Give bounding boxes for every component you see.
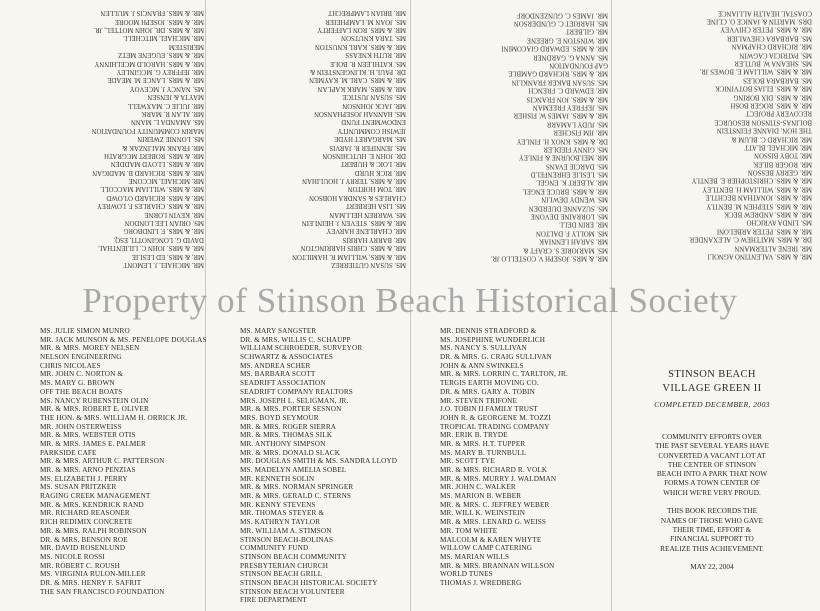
donor-name: MS. ORIAN LEE LONDON xyxy=(124,219,204,227)
donor-name: MR. BRIAN LAMPRECHT xyxy=(328,9,406,17)
donor-name: MR. JEFFREY G. MCGINLEY xyxy=(116,68,204,76)
donor-name: MR. FRANK MALINZAK & xyxy=(122,143,204,151)
donor-name: STINSON BEACH GRILL xyxy=(240,570,323,579)
donor-name: MS. KATHLEEN R. BOLE xyxy=(329,59,406,67)
donor-name: MS. LORRAINE DEVONE xyxy=(530,212,608,220)
donor-name: MS. MARGARET HYDE xyxy=(334,135,406,143)
donor-name: JEWISH COMMUNITY xyxy=(337,126,406,134)
donor-name: MS. SUSAN JUSTICE xyxy=(342,93,406,101)
donor-name: MR. & MRS. CARL M. KAYMEN xyxy=(309,76,406,84)
donor-name: MR. SARAH LENNIAK xyxy=(539,237,608,245)
donor-name: MR. & MRS. ROGER SIERRA xyxy=(240,422,337,431)
donor-name: MR. & MRS. RICHARD R. VOLK xyxy=(440,466,548,474)
donor-name: MR. & MRS. DR. JOHN MOTTEL, JR. xyxy=(93,26,204,34)
donor-name: MR. WINSTON E. GREENE xyxy=(526,36,608,44)
donor-name: MR. & MRS. LLOYD MADDEN xyxy=(110,160,204,168)
donor-name: BOLINAS-STINSON RESOURCE xyxy=(714,118,812,126)
donor-name: MS. JUDY LAMARR xyxy=(546,120,608,128)
donor-name: DR. PAUL H. KLINGENSTEIN & xyxy=(309,68,406,76)
donor-name: MR. JAMES C. GUNZENDORF xyxy=(516,11,608,19)
donor-name: MR. & MRS. MOREY NELSEN xyxy=(40,344,140,353)
donor-name: MR. & MRS. WEBSTER OTIS xyxy=(40,431,136,440)
donor-name: J.O. TOBIN II FAMILY TRUST xyxy=(440,405,538,414)
donor-name: MR. & MRS. H.T. TUPPER xyxy=(440,439,526,448)
dedication-line: NAMES OF THOSE WHO GAVE xyxy=(660,515,764,525)
donor-name: MR. ROBERT C. ROUSH xyxy=(40,561,120,570)
donor-name: MR. & MRS. ELIAS BOTVINICK xyxy=(714,84,812,92)
donor-name: MS. LISA HERBERT xyxy=(345,202,406,210)
donor-name: MS. LINDA AVRICHO xyxy=(746,219,812,227)
donor-name: MR. KENNETH SOLIN xyxy=(240,474,315,483)
donor-name: PARKSIDE CAFE xyxy=(40,448,97,457)
donor-name: MR. STEVEN TRIFONE xyxy=(440,396,518,405)
donor-name: MR. & MRS. STEPHEN M. BENTLY xyxy=(706,202,812,210)
donor-name: MR. TOM WHITE xyxy=(440,526,498,535)
completion-date: COMPLETED DECEMBER, 2003 xyxy=(654,400,770,409)
donor-name: MRS. JOSEPH L. SELIGMAN, JR. xyxy=(240,396,349,405)
donor-name: MR. MICHAEL MITCHELL xyxy=(123,34,204,42)
donor-name: MS. MARION B. WEBER xyxy=(440,492,522,501)
donor-name: MR. ERIK B. TRYDE xyxy=(440,431,508,440)
donor-name: WILLOW CAMP CATERING xyxy=(440,544,533,553)
title-line: STINSON BEACH xyxy=(668,369,756,380)
donor-name: RAGING CREEK MANAGEMENT xyxy=(40,492,151,501)
donor-name: MS. BARBARA CHEVALIER xyxy=(726,34,812,42)
donor-name: MS. JULIE SIMON MUNRO xyxy=(40,327,130,335)
donor-name: MR. DOUGLAS SMITH & MS. SANDRA LLOYD xyxy=(240,457,398,466)
donor-name: MR. & MRS. DONALD SLACK xyxy=(240,448,341,457)
donor-name: MR. & MRS. TERRY J. HOULIHAN xyxy=(302,177,406,185)
title-line: VILLAGE GREEN II xyxy=(662,383,762,394)
donor-name: MR. RICHARD CHAPMAN xyxy=(731,42,812,50)
donor-name: MS. MARY B. TURNBULL xyxy=(440,448,527,457)
donor-name: MR. GERRY BESSON xyxy=(747,168,812,176)
donor-name: MR. & MRS. PETER CHIVVEY xyxy=(720,26,812,34)
donor-name: STINSON BEACH VOLUNTEER xyxy=(240,587,345,596)
donor-name: MS. LONNIE ZWERIN xyxy=(137,135,204,143)
donor-name: MS. JOSEPHINE WUNDERLICH xyxy=(440,335,546,344)
donor-name: MR. & MRS. LENARD G. WEISS xyxy=(440,518,547,527)
donor-name: DR. & MRS. BENSON ROE xyxy=(40,535,128,544)
donor-name: MS. HANNAH JOSEPHANSON xyxy=(314,110,406,118)
donor-name: MR. GILBERT xyxy=(565,28,608,36)
donor-name: MS. SUSAN PRITZKER xyxy=(40,483,117,492)
donor-name: MS. AMANDA L. MANN xyxy=(130,118,204,126)
donor-name: DR. & MRS. G. CRAIG SULLIVAN xyxy=(440,353,552,362)
donor-name: MR. JOHN OSTERWEISS xyxy=(40,422,122,431)
donor-name: MR. & MRS. ANDREW BECK xyxy=(724,210,812,218)
donor-name: MR. & MRS. CHRISTOPHER E. BENTLY xyxy=(691,177,812,185)
donor-name: FIRE DEPARTMENT xyxy=(240,596,307,605)
upper-name-column xyxy=(626,8,812,260)
donor-name: STINSON BEACH-BOLINAS xyxy=(240,535,334,544)
donor-name: MR. & MRS. F. LINDBORG xyxy=(123,227,204,235)
donor-name: MR. TOBY BISSON xyxy=(754,152,812,160)
donor-name: MR. ALAN R. MARK xyxy=(141,110,204,118)
donor-name: THE HON. DIANNE FEINSTEIN xyxy=(716,126,812,134)
donor-name: THOMAS J. WREDBERG xyxy=(440,578,522,587)
donor-name: COMMUNITY FUND xyxy=(240,544,309,553)
donor-name: MR. IRENE ALTERMANN xyxy=(734,244,812,252)
donor-name: MR. ANTHONY SIMPSON xyxy=(240,439,326,448)
donor-name: MERISTEM xyxy=(168,42,204,50)
donor-name: MR. & MRS. BRUCE ENGEL xyxy=(522,187,608,195)
donor-name: MR. & MRS. PETER ARBELONI xyxy=(716,227,812,235)
donor-name: MR. & MRS. RICHARD B. MADIGAN xyxy=(92,168,204,176)
donor-name: MS. ANNA G. GARDNER xyxy=(533,53,608,61)
donor-name: MR. & MRS. MARK KAPLAN xyxy=(317,84,406,92)
donor-name: MALCOLM & KAREN WHYTE xyxy=(440,535,542,544)
donor-name: MS. MARJORIE S. CRAFT & xyxy=(523,246,608,254)
donor-name: MR. & MRS. JAMES E. PALMER xyxy=(40,439,146,448)
donor-name: MR. MELBOURNE & FINLEY xyxy=(518,154,608,162)
donor-name: MR. & MRS. CHRIS HARRINGTON xyxy=(300,244,406,252)
donor-name: MR. MICHAEL BLATT xyxy=(744,143,812,151)
lower-name-column xyxy=(240,327,397,605)
donor-name: MS. MADELYN AMELIA SOBEL xyxy=(240,466,347,474)
donor-name: MS. NANCY RUBENSTEIN OLIN xyxy=(40,396,149,405)
donor-name: CHRIS NICOLAES xyxy=(40,361,101,370)
donor-name: MS. NICOLE ROSSI xyxy=(40,552,105,561)
donor-name: MR. RICHARD C. BLUM & xyxy=(731,135,812,143)
donor-name: MR. & MRS. C. JEFFREY WEBER xyxy=(440,500,550,509)
dedication-line: REALIZE THIS ACHIEVEMENT. xyxy=(660,543,764,553)
donor-name: MR. & MRS. ARNO PENZIAS xyxy=(40,466,136,474)
donor-name: MR. JIM FISCHER xyxy=(553,128,608,136)
donor-name: MS. MARY G. BROWN xyxy=(40,379,115,388)
donor-name: DR. & MRS. HENRY F. SAFRIT xyxy=(40,578,142,587)
donor-name: MS. VIRGINIA RULON-MILLER xyxy=(40,570,146,579)
donor-name: MR. & MRS. WILLIAM R. HAMILTON xyxy=(292,252,406,260)
donor-name: MR. & MRS. THOMAS SILK xyxy=(240,431,333,440)
booklet-title xyxy=(612,368,812,396)
donor-name: DR. & MRS. GARY A. TOBIN xyxy=(440,387,535,396)
donor-name: MR. & MRS. HAROLD MCELHINNY xyxy=(94,59,204,67)
donor-name: MS. JEFFREY FREEMAN xyxy=(532,103,608,111)
donor-name: MR. & MRS. FRANCIS J. MULLEN xyxy=(100,9,204,17)
donor-name: MR. & MRS. CHARLES F. LOWREY xyxy=(96,202,204,210)
donor-name: MR. JULIE C. MAXWELL xyxy=(127,101,204,109)
donor-name: MR. KENNY STEVENS xyxy=(240,500,316,509)
dedication-line: WHICH WE'RE VERY PROUD. xyxy=(663,487,761,497)
dedication-line: THEIR TIME, EFFORT & xyxy=(672,524,752,534)
donor-name: MR. & MRS. STEVEN J. HEINLEIN xyxy=(301,219,406,227)
dedication-line: BEACH INTO A PARK THAT NOW xyxy=(656,469,768,479)
donor-name: MS. WENDY DEWLIN xyxy=(541,195,608,203)
donor-name: DRS. MARTIN & JANICE O. CLINE xyxy=(706,17,812,25)
donor-name: MR. & MRS. LORRIN C. TARLTON, JR. xyxy=(440,370,568,379)
donor-name: SEADRIFT COMPANY REALTORS xyxy=(240,387,353,396)
donor-name: MR. & MRS. ROBERT MCGRATH xyxy=(104,152,204,160)
donor-name: MR. SCOTT TYE xyxy=(440,457,495,466)
dedication-line xyxy=(612,497,812,506)
donor-name: THE HON. & MRS. WILLIAM H. ORRICK JR. xyxy=(40,413,188,422)
dedication-line: FORMS A TOWN CENTER OF xyxy=(664,478,760,488)
donor-name: MR. & MRS. RON LAFFERTY xyxy=(317,26,406,34)
donor-name: MR. JACK MUNSON & MS. PENELOPE DOUGLAS xyxy=(40,335,207,344)
donor-name: MR. ERIN DELL xyxy=(559,221,608,229)
donor-name: MS. SUSAN GUTIERREZ xyxy=(331,261,406,269)
donor-name: MS. GINNY FIEDLER xyxy=(543,145,608,153)
donor-name: MR. RUTH KNEASS xyxy=(345,51,406,59)
donor-name: OFF THE BEACH BOATS xyxy=(40,387,123,396)
donor-name: MR. & MRS. VALENTINO AGNOLI xyxy=(707,252,812,260)
donor-name: MR. & MRS. WILLIAM H. BENTLEY xyxy=(702,185,812,193)
dedication-line: MAY 22, 2004 xyxy=(690,562,734,572)
dedication-line: THIS BOOK RECORDS THE xyxy=(666,506,758,516)
donor-name: MS. TARA KNUTSON xyxy=(341,34,406,42)
donor-name: MR. & MRS. GERALD C. STERNS xyxy=(240,492,352,501)
donor-name: MR. & MRS. EDWARD GIACOMINI xyxy=(501,44,608,52)
lower-name-column xyxy=(40,327,207,596)
donor-name: MR. MICHAEL J. LEMONT xyxy=(123,261,204,269)
donor-name: WORLD TUNES xyxy=(440,570,493,579)
donor-name: MR. DAVID ROSENLUND xyxy=(40,544,126,553)
upper-name-column xyxy=(418,10,608,262)
dedication-line: FINANCIAL SUPPORT TO xyxy=(670,534,754,544)
donor-name: MR. THOMAS STEYER & xyxy=(240,509,325,518)
donor-name: MR. EDWARD C. FRENCH xyxy=(528,86,608,94)
donor-name: MR. & MRS. JAMES W. FISHER xyxy=(513,112,608,120)
donor-name: MRS. BOYD SEYMOUR xyxy=(240,413,319,422)
donor-name: MR. WILL K. WEINSTEIN xyxy=(440,509,526,518)
donor-name: GAP FOUNDATION xyxy=(549,61,608,69)
donor-name: MR. & MRS. PORTER SESNON xyxy=(240,405,342,414)
donor-name: MS. MOLLY F. DALTON xyxy=(536,229,608,237)
donor-name: MR. & MRS. JOSEPH V. COSTELLO JR. xyxy=(490,254,608,262)
donor-name: MR. & MRS. WILLIAM E. BOWES JR. xyxy=(699,68,812,76)
donor-name: STINSON BEACH HISTORICAL SOCIETY xyxy=(240,578,378,587)
donor-name: SEADRIFT ASSOCIATION xyxy=(240,379,326,388)
donor-name: MS. NANCY J. MCEVOY xyxy=(129,84,204,92)
donor-name: MR. & MRS. JOSEPH MOORE xyxy=(114,17,204,25)
donor-name: DR. & MRS. WILLIS C. SCHAUPP xyxy=(240,335,351,344)
donor-name: MR. & MRS. WILLIAM MACCOLL xyxy=(100,185,204,193)
donor-name: MR. & MRS. KARL KNUSTON xyxy=(314,42,406,50)
donor-name: MS. JENNIFER R. JARVIS xyxy=(329,143,406,151)
donor-name: MR. & MRS. MURRY J. WALDMAN xyxy=(440,474,557,483)
donor-name: MR. & MRS. EUGENE METZ xyxy=(117,51,204,59)
donor-name: DR. JOHN E. HUTCHINSON xyxy=(322,152,406,160)
upper-name-column xyxy=(36,8,204,268)
donor-name: MR. & MRS. JOHN C. LILIENTHAL xyxy=(98,244,204,252)
donor-name: MR. & MRS. JONATHAN BECHTLE xyxy=(705,193,812,201)
dedication-line xyxy=(612,553,812,562)
donor-name: PRESBYTERIAN CHURCH xyxy=(240,561,329,570)
donor-name: MR. & MRS. BRANNAN WILLSON xyxy=(440,561,555,570)
donor-name: CHARLES & SANDRA HOBSON xyxy=(309,193,406,201)
dedication-text xyxy=(612,432,812,571)
donor-name: STINSON BEACH COMMUNITY xyxy=(240,552,347,561)
donor-name: JOHN R. & GEORGENE M. TOZZI xyxy=(440,413,551,422)
donor-name: MR. & MRS. ROBERT E. OLIVER xyxy=(40,405,149,414)
donor-name: MR. JOHN C. NORTON & xyxy=(40,370,124,379)
donor-name: MS. PATRICIA CAGWIN xyxy=(739,51,812,59)
donor-name: MR. WILLIAM A. STIMSON xyxy=(240,526,332,535)
donor-name: MR. & MRS. NORMAN SPRINGER xyxy=(240,483,354,492)
donor-name: MR. & MRS. ARTHUR C. PATTERSON xyxy=(40,457,165,466)
dedication-line: THE PAST SEVERAL YEARS HAVE xyxy=(654,441,770,451)
donor-name: MR. ROGER BILEK xyxy=(753,160,812,168)
donor-name: MS. SUSAN BAKER FRANKLIN xyxy=(511,78,608,86)
donor-name: MS. ELIZABETH J. PERRY xyxy=(40,474,128,483)
donor-name: MR. & MRS. ED LESLIE xyxy=(131,252,204,260)
donor-name: RECOVERY PROJECT xyxy=(745,110,812,118)
donor-name: MS. SUZANNE DUERDEN xyxy=(528,204,608,212)
donor-name: MR. & MRS. RICHARD GAMBLE xyxy=(508,70,608,78)
donor-name: NELSON ENGINEERING xyxy=(40,353,122,362)
donor-name: WILLIAM SCHROEDER, SURVEYOR xyxy=(240,344,363,353)
donor-name: MS. HARRIET C. GUNDERSON xyxy=(513,19,608,27)
donor-name: SCHWARTZ & ASSOCIATES xyxy=(240,353,333,362)
donor-name: MR. & MRS. RALPH ROBINSON xyxy=(40,526,147,535)
donor-name: THE SAN FRANCISCO FOUNDATION xyxy=(40,587,165,596)
donor-name: MR. JACK JOHNSON xyxy=(342,101,406,109)
donor-name: MR. & MRS. ROGER BOSH xyxy=(730,101,812,109)
lower-name-column xyxy=(440,327,568,588)
donor-name: MS. MARIAN WILLS xyxy=(440,552,510,561)
donor-name: MS. JOAN M. LAMPHEIER xyxy=(325,17,406,25)
donor-name: MR. & MRS. DIX BORING xyxy=(733,93,812,101)
donor-name: RICH REDIMIX CONCRETE xyxy=(40,518,133,527)
donor-name: MR. RICHARD REASONER xyxy=(40,509,130,518)
donor-name: MS. BARBARA SCOTT xyxy=(240,370,316,379)
donor-name: MR. & MRS. JON FRANCIS xyxy=(526,95,608,103)
donor-name: MS. DARCIE EVANS xyxy=(545,162,608,170)
donor-name: COASTAL HEALTH ALLIANCE xyxy=(717,9,812,17)
donor-name: MR. & MRS. RICHARD O'LOWD xyxy=(106,193,204,201)
donor-name: MR. JOHN C. WALKER xyxy=(440,483,516,492)
watermark: Property of Stinson Beach Historical Society xyxy=(82,281,738,320)
upper-name-column xyxy=(238,8,406,268)
donor-name: MR. LOIC & HUBERT xyxy=(340,160,406,168)
donor-name: MARIN COMMUNITY FOUNDATION xyxy=(91,126,204,134)
donor-name: MS. BARBARA BOLES xyxy=(743,76,812,84)
donor-name: MS. LESLIE EHRENFELD xyxy=(530,170,608,178)
donor-name: ENDOWMENT FUND xyxy=(341,118,406,126)
donor-name: TROPICAL TRADING COMPANY xyxy=(440,422,550,431)
donor-name: MS. WARREN HELLMAN xyxy=(329,210,406,218)
donor-name: MS. NANCY S. SULLIVAN xyxy=(440,344,527,353)
dedication-line: COMMUNITY EFFORTS OVER xyxy=(662,432,762,441)
donor-name: MR. & MRS. KENDRICK RAND xyxy=(40,500,144,509)
donor-name: TERGIS EARTH MOVING CO. xyxy=(440,379,539,388)
donor-name: DAVID G. LONGINOTTI, ESQ. xyxy=(113,235,204,243)
donor-name: MS. ANDREA SCHER xyxy=(240,361,311,370)
donor-name: MR. CHARLENE HARVEY xyxy=(326,227,406,235)
donor-name: MR. RICK HURD xyxy=(354,168,406,176)
dedication-line: THE CENTER OF STINSON xyxy=(667,459,757,469)
donor-name: DR. & MRS. KNOX H. FINLEY xyxy=(516,137,608,145)
donor-name: MR. DENNIS STRADFORD & xyxy=(440,327,537,335)
donor-name: MR. KEVIN LORNE xyxy=(144,210,204,218)
donor-name: JOHN & ANN SWINKELS xyxy=(440,361,524,370)
donor-name: MS. SHEANA W. BUTLER xyxy=(734,59,812,67)
donor-name: MR. & MRS. LANCE M. MEADE xyxy=(107,76,204,84)
donor-name: MS. KATHRYN TAYLOR xyxy=(240,518,321,527)
donor-name: DR. & MRS. MATTHEW C. ALEXANDER xyxy=(689,235,812,243)
dedication-line: CONVERTED A VACANT LOT AT xyxy=(658,450,766,460)
donor-name: MR. TOM HORTON xyxy=(347,185,406,193)
donor-name: MR. ALBERT K. ENGEL xyxy=(536,179,608,187)
donor-name: MR. MICHAEL MCCONE xyxy=(128,177,204,185)
donor-name: MS. MARY SANGSTER xyxy=(240,327,317,335)
donor-name: MR. BARRY HARRIS xyxy=(342,235,406,243)
donor-name: MAYTA & JENSEN xyxy=(147,93,204,101)
